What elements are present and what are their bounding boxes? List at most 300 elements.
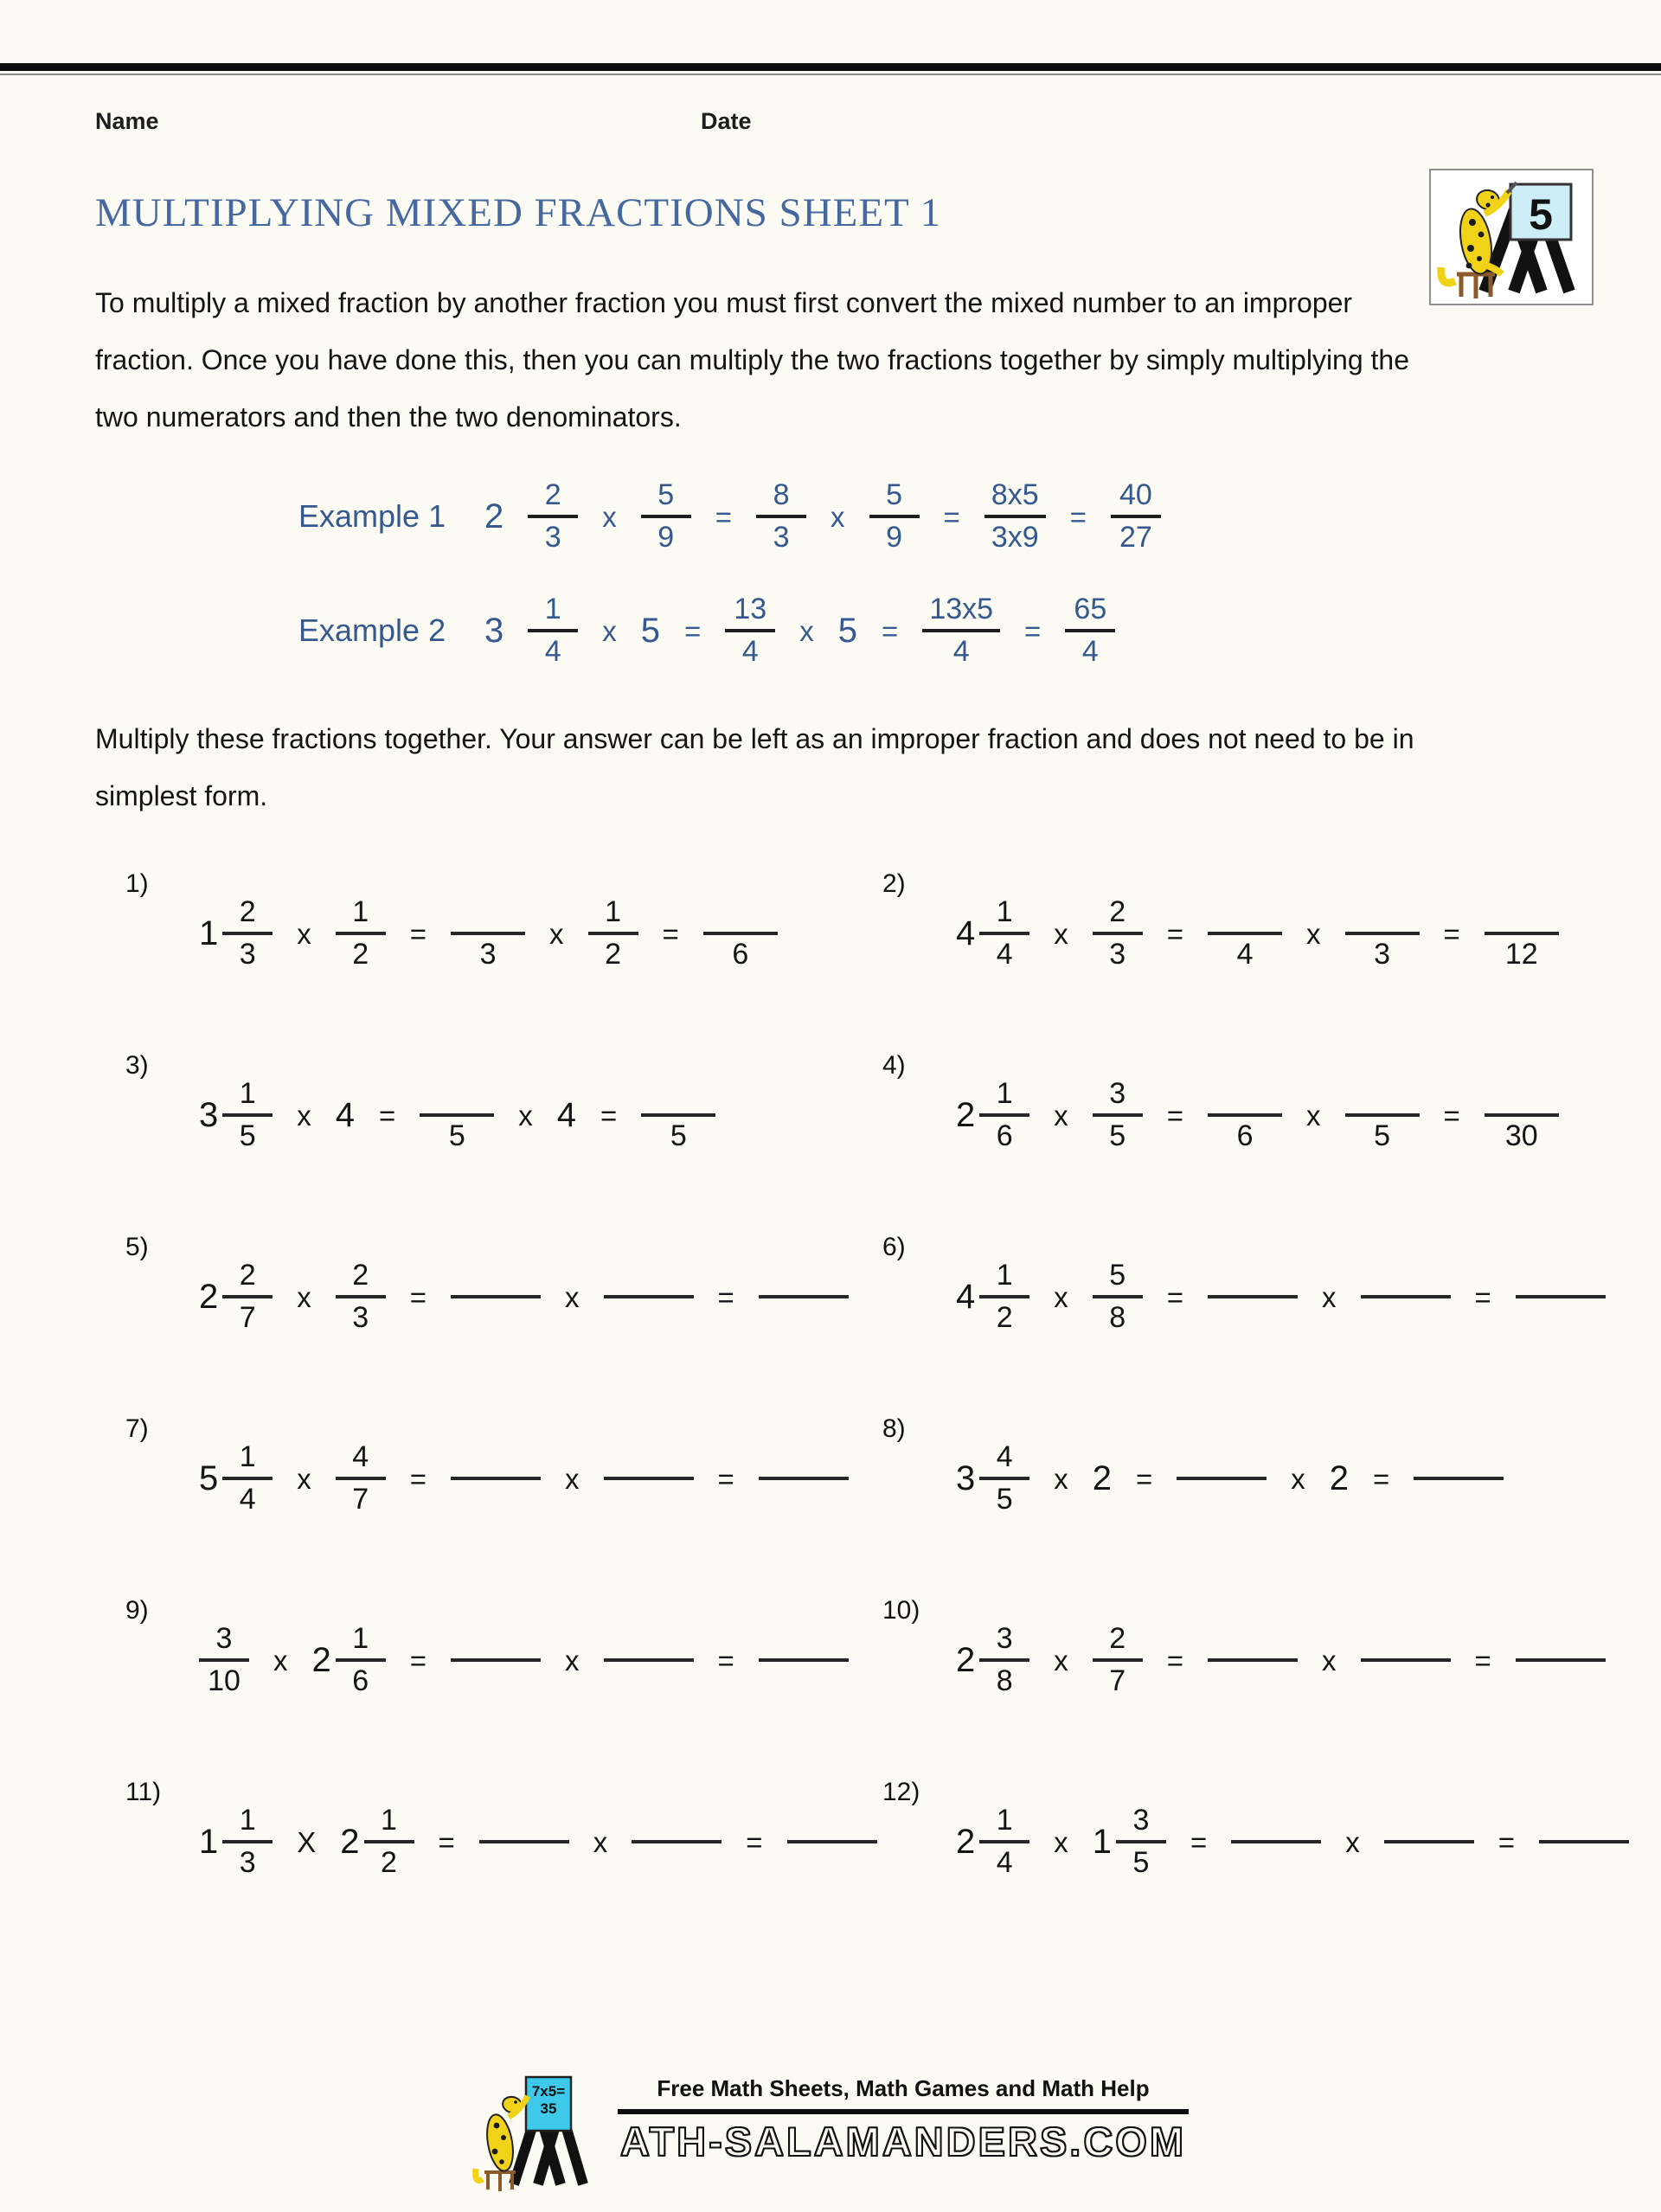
problem-number: 12)	[882, 1778, 920, 1806]
fraction-bar	[336, 932, 386, 935]
mixed-number	[199, 1077, 273, 1153]
fraction	[222, 1804, 273, 1880]
blank-line	[1414, 1477, 1504, 1480]
problem-item	[882, 1778, 1661, 1897]
fraction	[528, 478, 578, 555]
whole-number: 2	[1329, 1459, 1350, 1498]
fraction	[979, 1804, 1029, 1880]
fraction	[869, 478, 920, 555]
fraction-bar	[336, 1477, 386, 1480]
fraction	[199, 1622, 249, 1698]
numerator: 13	[734, 592, 767, 625]
blank-line	[1384, 1840, 1474, 1843]
numerator: 3	[1132, 1804, 1150, 1837]
multiply-operator: x	[565, 1644, 580, 1677]
mixed-number	[956, 895, 1029, 971]
fraction-bar	[979, 1840, 1029, 1843]
denominator: 10	[208, 1664, 240, 1698]
fraction-bar	[1345, 932, 1420, 935]
blank-line	[479, 1840, 569, 1843]
multiply-operator: X	[297, 1825, 317, 1858]
fraction-bar	[725, 629, 775, 632]
fraction-bar	[222, 1840, 273, 1843]
denominator: 7	[352, 1483, 369, 1516]
denominator: 9	[657, 521, 675, 554]
fraction	[336, 1259, 386, 1335]
rule-thin	[0, 74, 1661, 75]
equals-operator: =	[882, 614, 899, 647]
denominator: 3	[1374, 938, 1390, 971]
mixed-number	[312, 1622, 386, 1698]
multiply-operator: x	[1054, 1280, 1068, 1313]
intro-paragraph: To multiply a mixed fraction by another fraction you must first convert the mixed number to an improper fraction. Once you have done this, then you can multiply the two fractions together by simply multiplying the two numerators and then the two denominators.	[95, 287, 1410, 433]
multiply-operator: x	[1291, 1462, 1305, 1495]
fraction	[336, 1440, 386, 1516]
denominator: 6	[1236, 1119, 1254, 1153]
fraction	[336, 895, 386, 971]
blank-fraction	[1485, 895, 1559, 971]
footer-site-name: ATH-SALAMANDERS.COM	[619, 2119, 1187, 2164]
multiply-operator: x	[1054, 1462, 1068, 1495]
problem-number: 3)	[125, 1051, 149, 1080]
numerator: 1	[239, 1077, 256, 1110]
fraction	[984, 478, 1046, 555]
problem-number: 6)	[882, 1233, 906, 1261]
fraction-bar	[922, 629, 1000, 632]
problems-grid	[125, 869, 1661, 1897]
instruction-paragraph: Multiply these fractions together. Your answer can be left as an improper fraction and does not need to be in simplest form.	[95, 723, 1414, 811]
numerator: 2	[239, 1259, 256, 1292]
blank-line	[1516, 1658, 1606, 1662]
blank-line	[1516, 1295, 1606, 1298]
fraction-bar	[222, 1113, 273, 1117]
fraction-bar	[528, 515, 578, 518]
footer-rule	[618, 2109, 1189, 2114]
problem-number: 2)	[882, 869, 906, 898]
problem-item	[125, 869, 882, 989]
multiply-operator: x	[1306, 1099, 1321, 1132]
blank-line	[759, 1295, 849, 1298]
multiply-operator: x	[1054, 1099, 1068, 1132]
fraction	[1093, 1622, 1143, 1698]
problem-item	[125, 1596, 882, 1715]
fraction	[1093, 895, 1143, 971]
fraction-bar	[979, 1295, 1029, 1298]
denominator: 2	[352, 938, 369, 971]
fraction-bar	[1345, 1113, 1420, 1117]
denominator: 30	[1504, 1119, 1538, 1153]
numerator: 1	[996, 1259, 1013, 1292]
problem-item	[882, 1596, 1661, 1715]
fraction-bar	[1208, 1113, 1282, 1117]
denominator: 5	[448, 1119, 465, 1153]
blank-line	[1208, 1658, 1298, 1662]
denominator: 6	[996, 1119, 1013, 1153]
multiply-operator: x	[799, 614, 814, 647]
equals-operator: =	[1166, 1099, 1184, 1132]
numerator: 1	[996, 1077, 1013, 1110]
fraction	[336, 1622, 386, 1698]
footer	[0, 2072, 1661, 2193]
denominator: 2	[605, 938, 621, 971]
examples-block	[298, 459, 1661, 688]
denominator: 3	[773, 521, 790, 554]
whole-number: 2	[484, 497, 504, 535]
multiply-operator: x	[549, 917, 564, 950]
denominator: 2	[381, 1846, 397, 1880]
fraction	[1093, 1077, 1143, 1153]
fraction	[1111, 478, 1161, 555]
fraction-bar	[364, 1840, 414, 1843]
numerator: 5	[1109, 1259, 1126, 1292]
equals-operator: =	[943, 500, 960, 533]
fraction-bar	[869, 515, 920, 518]
multiply-operator: x	[1054, 1644, 1068, 1677]
denominator: 5	[1374, 1119, 1390, 1153]
equals-operator: =	[1443, 1099, 1460, 1132]
numerator: 4	[352, 1440, 369, 1473]
equals-operator: =	[379, 1099, 396, 1132]
fraction	[979, 1259, 1029, 1335]
fraction-bar	[1065, 629, 1115, 632]
denominator: 27	[1119, 521, 1152, 554]
math-salamanders-logo	[1429, 169, 1594, 305]
footer-tagline: Free Math Sheets, Math Games and Math Help	[657, 2075, 1150, 2101]
multiply-operator: x	[1345, 1825, 1360, 1858]
numerator: 13x5	[929, 592, 994, 625]
fraction	[922, 593, 1000, 669]
numerator: 1	[544, 592, 561, 625]
multiply-operator: x	[565, 1462, 580, 1495]
fraction	[725, 593, 775, 669]
multiply-operator: x	[518, 1099, 533, 1132]
denominator: 4	[1236, 938, 1254, 971]
fraction-bar	[979, 1477, 1029, 1480]
denominator: 7	[1109, 1664, 1126, 1698]
denominator: 4	[741, 635, 759, 668]
fraction-bar	[1485, 932, 1559, 935]
blank-line	[604, 1658, 694, 1662]
problem-item	[882, 1414, 1661, 1534]
fraction-bar	[199, 1658, 249, 1662]
numerator: 8x5	[991, 478, 1039, 511]
denominator: 12	[1504, 938, 1538, 971]
denominator: 4	[544, 635, 561, 668]
fraction-bar	[336, 1295, 386, 1298]
blank-line	[604, 1295, 694, 1298]
denominator: 3x9	[991, 521, 1039, 554]
blank-line	[1231, 1840, 1321, 1843]
problem-number: 9)	[125, 1596, 149, 1625]
equation	[199, 895, 882, 971]
fraction	[979, 1622, 1029, 1698]
equation	[199, 1622, 882, 1698]
mixed-number	[956, 1259, 1029, 1335]
problem-number: 4)	[882, 1051, 906, 1080]
whole-number: 1	[199, 914, 219, 953]
equation	[956, 1804, 1661, 1880]
fraction	[222, 895, 273, 971]
fraction-bar	[1111, 515, 1161, 518]
numerator: 2	[1109, 895, 1126, 928]
multiply-operator: x	[602, 500, 617, 533]
equals-operator: =	[1443, 917, 1460, 950]
problem-item	[125, 1414, 882, 1534]
blank-line	[787, 1840, 877, 1843]
page-title: MULTIPLYING MIXED FRACTIONS SHEET 1	[95, 190, 942, 235]
denominator: 3	[479, 938, 497, 971]
equals-operator: =	[746, 1825, 763, 1858]
whole-number: 5	[199, 1459, 219, 1498]
numerator: 40	[1119, 478, 1152, 511]
blank-line	[759, 1477, 849, 1480]
fraction	[1093, 1259, 1143, 1335]
denominator: 5	[239, 1119, 256, 1153]
denominator: 3	[239, 1846, 256, 1880]
denominator: 7	[239, 1301, 256, 1335]
numerator: 8	[773, 478, 790, 511]
equation	[956, 1259, 1661, 1335]
multiply-operator: x	[297, 1280, 311, 1313]
equation	[956, 895, 1661, 971]
equals-operator: =	[438, 1825, 455, 1858]
denominator: 5	[1132, 1846, 1150, 1880]
fraction-bar	[979, 932, 1029, 935]
example-label: Example 1	[298, 498, 446, 534]
fraction	[1065, 593, 1115, 669]
problem-number: 5)	[125, 1233, 149, 1261]
whole-number: 2	[956, 1823, 976, 1862]
footer-board-line1: 7x5=	[531, 2083, 566, 2100]
denominator: 4	[996, 1846, 1013, 1880]
denominator: 5	[1109, 1119, 1126, 1153]
mixed-number	[956, 1440, 1029, 1516]
numerator: 65	[1074, 592, 1107, 625]
blank-fraction	[641, 1077, 715, 1153]
footer-text	[618, 2075, 1189, 2165]
whole-number: 1	[199, 1823, 219, 1862]
mixed-number	[956, 1622, 1029, 1698]
blank-fraction	[1345, 895, 1420, 971]
equals-operator: =	[409, 1280, 427, 1313]
blank-line	[1361, 1658, 1451, 1662]
equals-operator: =	[717, 1644, 734, 1677]
whole-number: 4	[556, 1096, 577, 1135]
denominator: 8	[996, 1664, 1013, 1698]
multiply-operator: x	[1322, 1280, 1337, 1313]
fraction	[222, 1077, 273, 1153]
fraction-bar	[528, 629, 578, 632]
fraction	[979, 1077, 1029, 1153]
whole-number: 2	[1092, 1459, 1112, 1498]
multiply-operator: x	[565, 1280, 580, 1313]
problem-item	[125, 1778, 882, 1897]
problem-number: 7)	[125, 1414, 149, 1443]
footer-salamander-icon	[472, 2072, 611, 2193]
mixed-number	[199, 895, 273, 971]
fraction-bar	[984, 515, 1046, 518]
whole-number: 5	[837, 612, 858, 650]
multiply-operator: x	[297, 917, 311, 950]
fraction-bar	[1093, 932, 1143, 935]
footer-board-line2: 35	[540, 2100, 557, 2117]
fraction	[979, 1440, 1029, 1516]
board-number: 5	[1529, 190, 1553, 239]
fraction-bar	[641, 1113, 715, 1117]
fraction-bar	[336, 1658, 386, 1662]
mixed-number	[340, 1804, 414, 1880]
whole-number: 5	[640, 612, 660, 650]
numerator: 3	[215, 1622, 233, 1655]
equation	[484, 478, 1161, 555]
example-row	[298, 574, 1661, 688]
whole-number: 2	[956, 1641, 976, 1680]
fraction	[979, 895, 1029, 971]
denominator: 3	[239, 938, 256, 971]
blank-line	[759, 1658, 849, 1662]
multiply-operator: x	[1306, 917, 1321, 950]
blank-fraction	[1345, 1077, 1420, 1153]
example-row	[298, 459, 1661, 574]
equals-operator: =	[1166, 917, 1184, 950]
multiply-operator: x	[273, 1644, 288, 1677]
problem-item	[125, 1233, 882, 1352]
equals-operator: =	[1166, 1280, 1184, 1313]
fraction-bar	[979, 1113, 1029, 1117]
whole-number: 3	[956, 1459, 976, 1498]
blank-fraction	[1208, 895, 1282, 971]
denominator: 6	[352, 1664, 369, 1698]
fraction	[1116, 1804, 1166, 1880]
fraction-bar	[1208, 932, 1282, 935]
blank-line	[451, 1477, 541, 1480]
multiply-operator: x	[830, 500, 845, 533]
denominator: 4	[952, 635, 970, 668]
numerator: 1	[239, 1440, 256, 1473]
fraction-bar	[420, 1113, 494, 1117]
fraction-bar	[451, 932, 525, 935]
problem-number: 10)	[882, 1596, 920, 1625]
numerator: 3	[1109, 1077, 1126, 1110]
numerator: 4	[996, 1440, 1013, 1473]
numerator: 2	[1109, 1622, 1126, 1655]
date-label: Date	[701, 108, 752, 134]
denominator: 3	[352, 1301, 369, 1335]
problem-item	[882, 1051, 1661, 1170]
blank-fraction	[703, 895, 778, 971]
whole-number: 4	[956, 914, 976, 953]
blank-line	[1177, 1477, 1267, 1480]
fraction	[222, 1440, 273, 1516]
denominator: 6	[732, 938, 749, 971]
blank-line	[604, 1477, 694, 1480]
equals-operator: =	[1136, 1462, 1153, 1495]
equals-operator: =	[715, 500, 733, 533]
fraction-bar	[1485, 1113, 1559, 1117]
multiply-operator: x	[602, 614, 617, 647]
blank-line	[632, 1840, 721, 1843]
fraction	[588, 895, 638, 971]
numerator: 1	[352, 1622, 369, 1655]
denominator: 8	[1109, 1301, 1126, 1335]
rule-thick	[0, 63, 1661, 71]
equation	[956, 1077, 1661, 1153]
blank-fraction	[451, 895, 525, 971]
equation	[484, 593, 1115, 669]
numerator: 5	[886, 478, 902, 511]
mixed-number	[956, 1077, 1029, 1153]
fraction-bar	[1093, 1658, 1143, 1662]
equation	[199, 1077, 882, 1153]
equals-operator: =	[409, 1644, 427, 1677]
fraction	[641, 478, 691, 555]
name-label: Name	[95, 108, 159, 134]
numerator: 1	[381, 1804, 397, 1837]
equation	[199, 1440, 882, 1516]
problem-number: 1)	[125, 869, 149, 898]
equation	[199, 1259, 882, 1335]
whole-number: 2	[340, 1823, 360, 1862]
problem-item	[882, 1233, 1661, 1352]
equals-operator: =	[1373, 1462, 1390, 1495]
denominator: 4	[1081, 635, 1099, 668]
problem-item	[125, 1051, 882, 1170]
equation	[956, 1622, 1661, 1698]
blank-fraction	[1485, 1077, 1559, 1153]
equals-operator: =	[684, 614, 702, 647]
blank-line	[1361, 1295, 1451, 1298]
mixed-number	[1093, 1804, 1166, 1880]
denominator: 3	[1109, 938, 1126, 971]
equals-operator: =	[717, 1462, 734, 1495]
numerator: 3	[996, 1622, 1013, 1655]
equals-operator: =	[409, 917, 427, 950]
equals-operator: =	[1166, 1644, 1184, 1677]
multiply-operator: x	[297, 1462, 311, 1495]
whole-number: 4	[956, 1278, 976, 1317]
equation	[956, 1440, 1661, 1516]
equals-operator: =	[1024, 614, 1042, 647]
denominator: 4	[239, 1483, 256, 1516]
blank-fraction	[420, 1077, 494, 1153]
whole-number: 2	[956, 1096, 976, 1135]
header-row	[95, 108, 1566, 143]
mixed-number	[199, 1440, 273, 1516]
fraction-bar	[1116, 1840, 1166, 1843]
problem-number: 8)	[882, 1414, 906, 1443]
fraction-bar	[979, 1658, 1029, 1662]
denominator: 5	[996, 1483, 1013, 1516]
equals-operator: =	[1474, 1644, 1491, 1677]
equation	[199, 1804, 882, 1880]
fraction	[222, 1259, 273, 1335]
blank-line	[451, 1295, 541, 1298]
blank-fraction	[1208, 1077, 1282, 1153]
fraction-bar	[222, 932, 273, 935]
numerator: 1	[352, 895, 369, 928]
equals-operator: =	[409, 1462, 427, 1495]
fraction-bar	[1093, 1113, 1143, 1117]
denominator: 4	[996, 938, 1013, 971]
denominator: 9	[886, 521, 902, 554]
equals-operator: =	[1474, 1280, 1491, 1313]
multiply-operator: x	[1054, 917, 1068, 950]
fraction-bar	[703, 932, 778, 935]
whole-number: 1	[1092, 1823, 1112, 1862]
example-label: Example 2	[298, 612, 446, 648]
footer-stool	[484, 2172, 516, 2191]
top-double-rule	[0, 63, 1661, 75]
